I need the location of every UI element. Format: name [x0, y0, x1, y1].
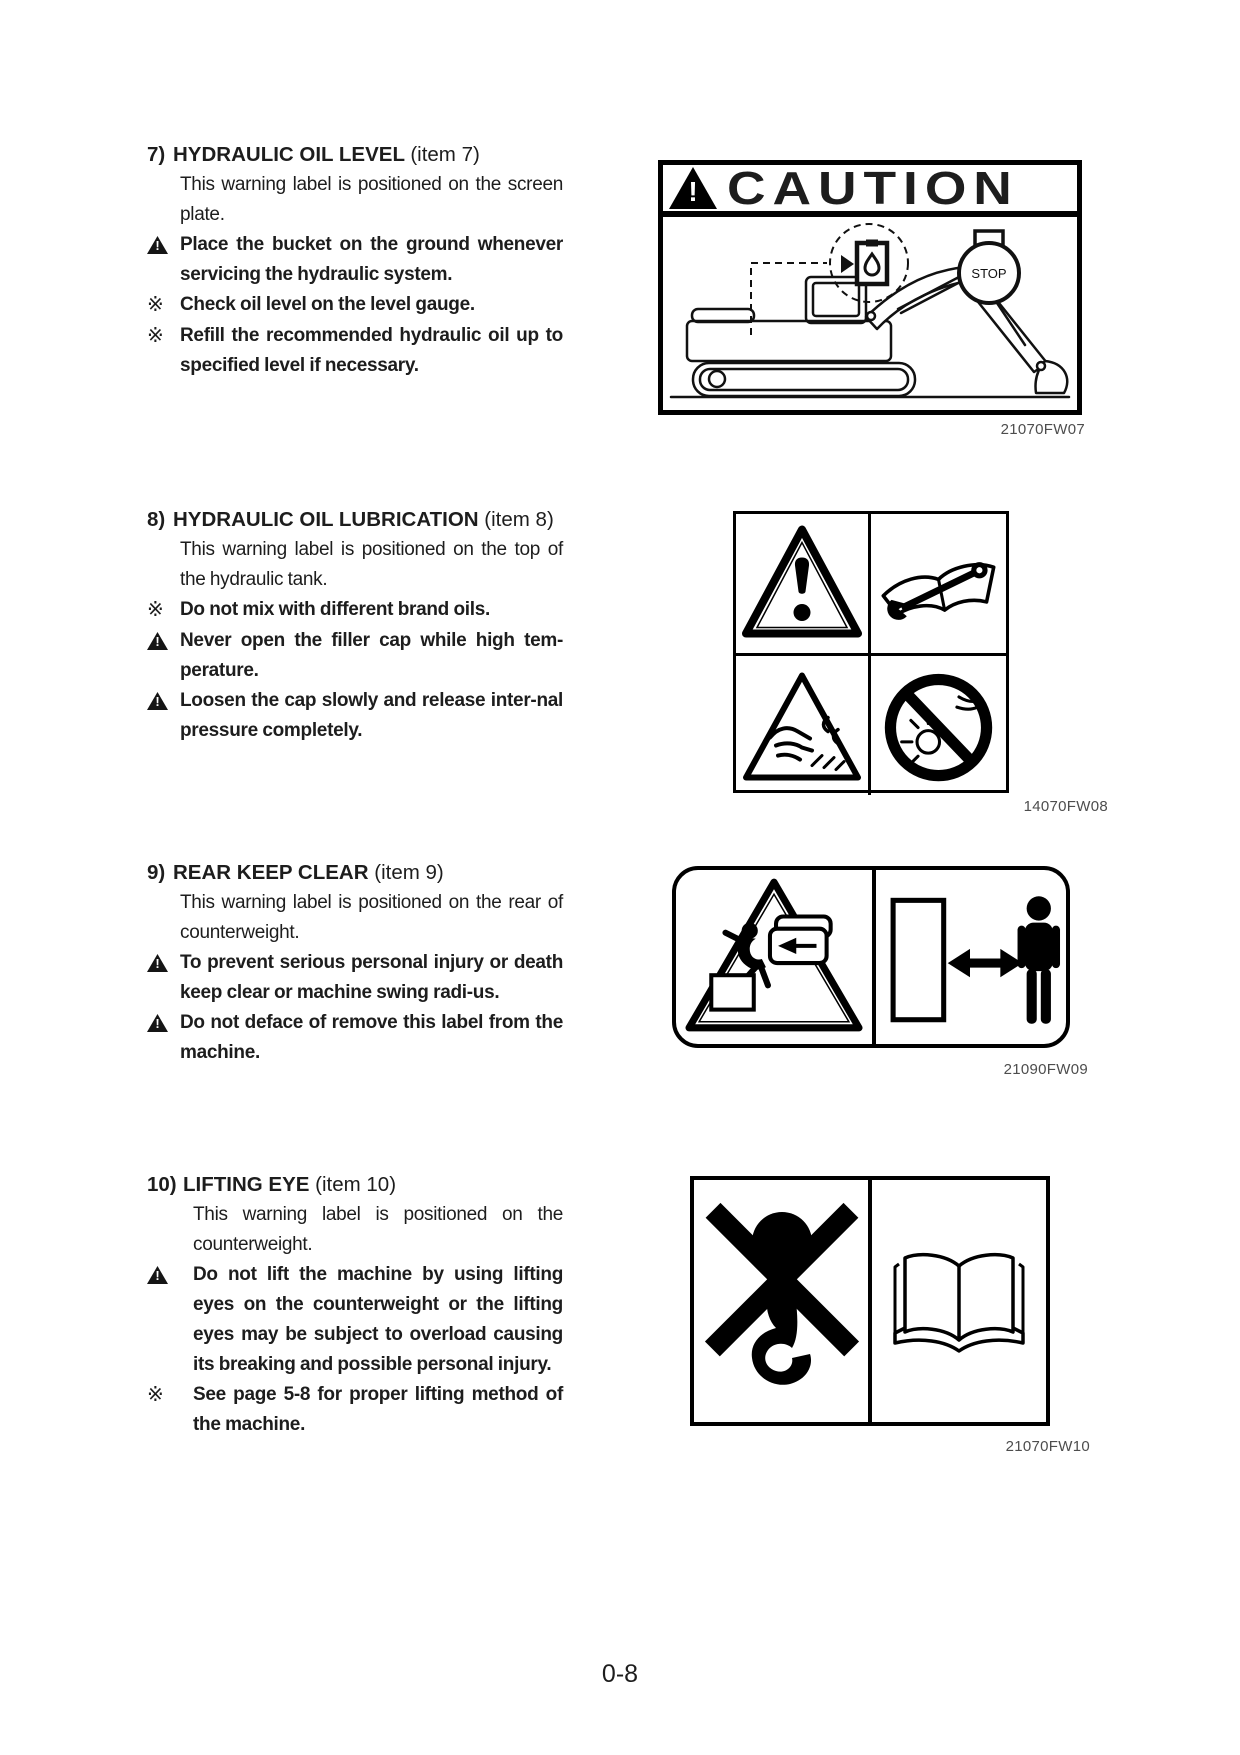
- reference-mark-icon: ※: [147, 599, 164, 621]
- reference-mark-icon: ※: [147, 325, 164, 347]
- section-item-ref: (item 7): [410, 143, 480, 166]
- bullet: [147, 230, 563, 290]
- label-code: 21070FW10: [1005, 1438, 1090, 1455]
- section-9-heading: [147, 858, 563, 888]
- bullet-text: Do not mix with different brand oils.: [180, 599, 490, 620]
- bullet: [147, 1008, 563, 1068]
- bullet-text: Never open the filler cap while high tem-perature.: [180, 630, 563, 681]
- label-code: 21090FW09: [1003, 1061, 1088, 1078]
- section-item-ref: (item 10): [315, 1173, 397, 1196]
- section-8: [147, 505, 563, 746]
- bullet: [147, 290, 563, 321]
- rear-keep-clear-label: [672, 866, 1070, 1048]
- section-10: [147, 1170, 563, 1440]
- keep-distance-icon: [876, 870, 1066, 1044]
- bullet-text: Place the bucket on the ground whenever servicing the hydraulic system.: [180, 234, 563, 285]
- caution-title: CAUTION: [727, 165, 1019, 214]
- warning-triangle-icon: [147, 692, 168, 710]
- bullet-text: Do not lift the machine by using lifting eyes on the counterweight or the lifting eyes may be subject to overload causing its breaking and possible personal injury.: [193, 1264, 563, 1375]
- section-intro: This warning label is positioned on the rear of counterweight.: [180, 892, 563, 943]
- section-7-heading: [147, 140, 563, 170]
- hydraulic-warning-pictogram-grid: [733, 511, 1009, 793]
- hot-fluid-hand-icon: [736, 656, 868, 795]
- no-hook-lifting-icon: [694, 1180, 868, 1422]
- crush-hazard-icon: [676, 870, 872, 1044]
- bullet: [147, 1260, 563, 1380]
- exclamation-triangle-icon: [736, 514, 868, 653]
- label-code: 14070FW08: [1023, 798, 1108, 815]
- manual-book-wrench-icon: [871, 514, 1006, 653]
- reference-mark-icon: ※: [147, 1384, 164, 1406]
- section-intro: This warning label is positioned on the counterweight.: [193, 1204, 563, 1255]
- bullet: [147, 686, 563, 746]
- bullet-text: Refill the recommended hydraulic oil up to specified level if necessary.: [180, 325, 563, 376]
- bullet-text: Loosen the cap slowly and release inter-nal pressure completely.: [180, 690, 563, 741]
- bullet-text: To prevent serious personal injury or death keep clear or machine swing radi-us.: [180, 952, 563, 1003]
- section-title: LIFTING EYE: [183, 1173, 310, 1196]
- section-title: HYDRAULIC OIL LUBRICATION: [173, 508, 479, 531]
- bullet: [147, 626, 563, 686]
- section-number: 9): [147, 861, 166, 884]
- excavator-diagram: [663, 217, 1077, 404]
- no-open-cap-icon: [871, 656, 1006, 795]
- stop-text: STOP: [971, 266, 1007, 281]
- section-9: [147, 858, 563, 1068]
- warning-triangle-icon: [147, 954, 168, 972]
- warning-triangle-icon: [147, 1014, 168, 1032]
- caution-header-band: [663, 165, 1077, 217]
- person-silhouette: [1018, 896, 1060, 1023]
- warning-triangle-icon: [147, 632, 168, 650]
- lifting-eye-label: [690, 1176, 1050, 1426]
- bullet-text: Do not deface of remove this label from the machine.: [180, 1012, 563, 1063]
- bullet: [147, 1380, 563, 1440]
- section-intro: This warning label is positioned on the screen plate.: [180, 174, 563, 225]
- section-title: REAR KEEP CLEAR: [173, 861, 369, 884]
- section-intro: This warning label is positioned on the top of the hydraulic tank.: [180, 539, 563, 590]
- read-manual-icon: [872, 1180, 1046, 1422]
- caution-warning-label: [658, 160, 1082, 415]
- page-number: 0-8: [601, 1660, 639, 1688]
- warning-triangle-icon: [147, 236, 168, 254]
- section-10-heading: [147, 1170, 563, 1200]
- section-number: 7): [147, 143, 166, 166]
- section-7: [147, 140, 563, 381]
- bullet: [147, 948, 563, 1008]
- section-number: 8): [147, 508, 166, 531]
- bullet-text: See page 5-8 for proper lifting method of the machine.: [193, 1384, 563, 1435]
- section-item-ref: (item 9): [374, 861, 444, 884]
- caution-triangle-icon: [669, 167, 717, 209]
- reference-mark-icon: ※: [147, 294, 164, 316]
- section-item-ref: (item 8): [484, 508, 554, 531]
- warning-triangle-icon: [147, 1266, 168, 1284]
- stop-tag-icon: [959, 231, 1019, 303]
- bullet: [147, 595, 563, 626]
- section-title: HYDRAULIC OIL LEVEL: [173, 143, 405, 166]
- label-code: 21070FW07: [1000, 421, 1085, 438]
- bullet-text: Check oil level on the level gauge.: [180, 294, 475, 315]
- section-number: 10): [147, 1173, 177, 1196]
- bullet: [147, 321, 563, 381]
- section-8-heading: [147, 505, 563, 535]
